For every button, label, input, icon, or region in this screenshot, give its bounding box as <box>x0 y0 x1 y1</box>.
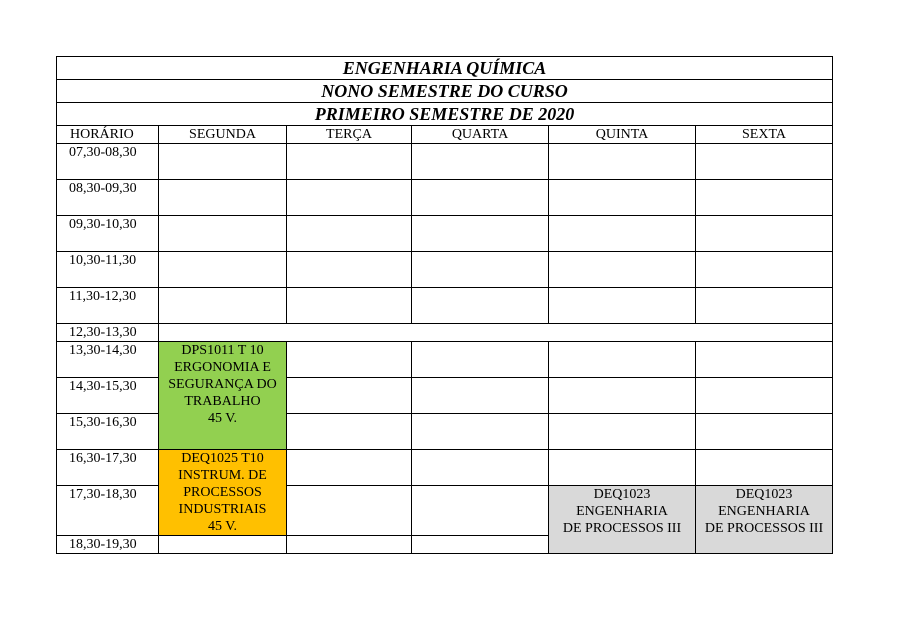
table-row <box>57 324 833 342</box>
empty-cell <box>412 450 549 486</box>
empty-cell <box>287 180 412 216</box>
empty-cell <box>412 486 549 536</box>
time-cell: 15,30-16,30 <box>57 414 159 450</box>
empty-cell <box>696 144 833 180</box>
time-cell: 18,30-19,30 <box>57 536 159 554</box>
time-cell: 13,30-14,30 <box>57 342 159 378</box>
time-cell: 12,30-13,30 <box>57 324 159 342</box>
table-row <box>57 450 833 486</box>
lunch-break-cell <box>159 324 833 342</box>
time-cell: 10,30-11,30 <box>57 252 159 288</box>
empty-cell <box>287 536 412 554</box>
time-cell: 17,30-18,30 <box>57 486 159 536</box>
empty-cell <box>287 144 412 180</box>
course-ergonomia: DPS1011 T 10 ERGONOMIA E SEGURANÇA DO TRABALHO 45 V. <box>159 342 287 450</box>
empty-cell <box>549 450 696 486</box>
header-row <box>57 126 833 144</box>
empty-cell <box>549 378 696 414</box>
time-cell: 14,30-15,30 <box>57 378 159 414</box>
empty-cell <box>159 536 287 554</box>
table-row <box>57 252 833 288</box>
empty-cell <box>549 288 696 324</box>
empty-cell <box>159 180 287 216</box>
empty-cell <box>287 288 412 324</box>
empty-cell <box>287 450 412 486</box>
empty-cell <box>549 342 696 378</box>
empty-cell <box>412 216 549 252</box>
empty-cell <box>412 342 549 378</box>
empty-cell <box>412 180 549 216</box>
table-row <box>57 288 833 324</box>
empty-cell <box>412 144 549 180</box>
empty-cell <box>696 414 833 450</box>
empty-cell <box>412 536 549 554</box>
course-instrum: DEQ1025 T10 INSTRUM. DE PROCESSOS INDUSTRIAIS 45 V. <box>159 450 287 536</box>
header-segunda: SEGUNDA <box>159 126 287 144</box>
empty-cell <box>287 252 412 288</box>
empty-cell <box>696 180 833 216</box>
course-eng-processos-sexta: DEQ1023 ENGENHARIA DE PROCESSOS III <box>696 486 833 554</box>
header-quarta: QUARTA <box>412 126 549 144</box>
table-row <box>57 144 833 180</box>
empty-cell <box>287 216 412 252</box>
empty-cell <box>696 378 833 414</box>
empty-cell <box>549 216 696 252</box>
empty-cell <box>287 414 412 450</box>
table-row <box>57 342 833 378</box>
time-cell: 09,30-10,30 <box>57 216 159 252</box>
title-year: PRIMEIRO SEMESTRE DE 2020 <box>57 103 833 126</box>
empty-cell <box>159 252 287 288</box>
time-cell: 07,30-08,30 <box>57 144 159 180</box>
empty-cell <box>549 180 696 216</box>
empty-cell <box>412 378 549 414</box>
empty-cell <box>287 378 412 414</box>
header-quinta: QUINTA <box>549 126 696 144</box>
time-cell: 08,30-09,30 <box>57 180 159 216</box>
header-sexta: SEXTA <box>696 126 833 144</box>
empty-cell <box>696 342 833 378</box>
title-course: ENGENHARIA QUÍMICA <box>57 57 833 80</box>
time-cell: 16,30-17,30 <box>57 450 159 486</box>
header-horario: HORÁRIO <box>57 126 159 144</box>
empty-cell <box>159 144 287 180</box>
empty-cell <box>287 486 412 536</box>
schedule-table <box>56 56 833 554</box>
empty-cell <box>412 252 549 288</box>
empty-cell <box>287 342 412 378</box>
empty-cell <box>696 288 833 324</box>
empty-cell <box>159 288 287 324</box>
empty-cell <box>412 414 549 450</box>
empty-cell <box>696 252 833 288</box>
empty-cell <box>696 450 833 486</box>
header-terca: TERÇA <box>287 126 412 144</box>
empty-cell <box>549 414 696 450</box>
title-semester: NONO SEMESTRE DO CURSO <box>57 80 833 103</box>
empty-cell <box>412 288 549 324</box>
empty-cell <box>549 144 696 180</box>
empty-cell <box>159 216 287 252</box>
table-row <box>57 216 833 252</box>
time-cell: 11,30-12,30 <box>57 288 159 324</box>
empty-cell <box>549 252 696 288</box>
empty-cell <box>696 216 833 252</box>
table-row <box>57 180 833 216</box>
course-eng-processos-quinta: DEQ1023 ENGENHARIA DE PROCESSOS III <box>549 486 696 554</box>
